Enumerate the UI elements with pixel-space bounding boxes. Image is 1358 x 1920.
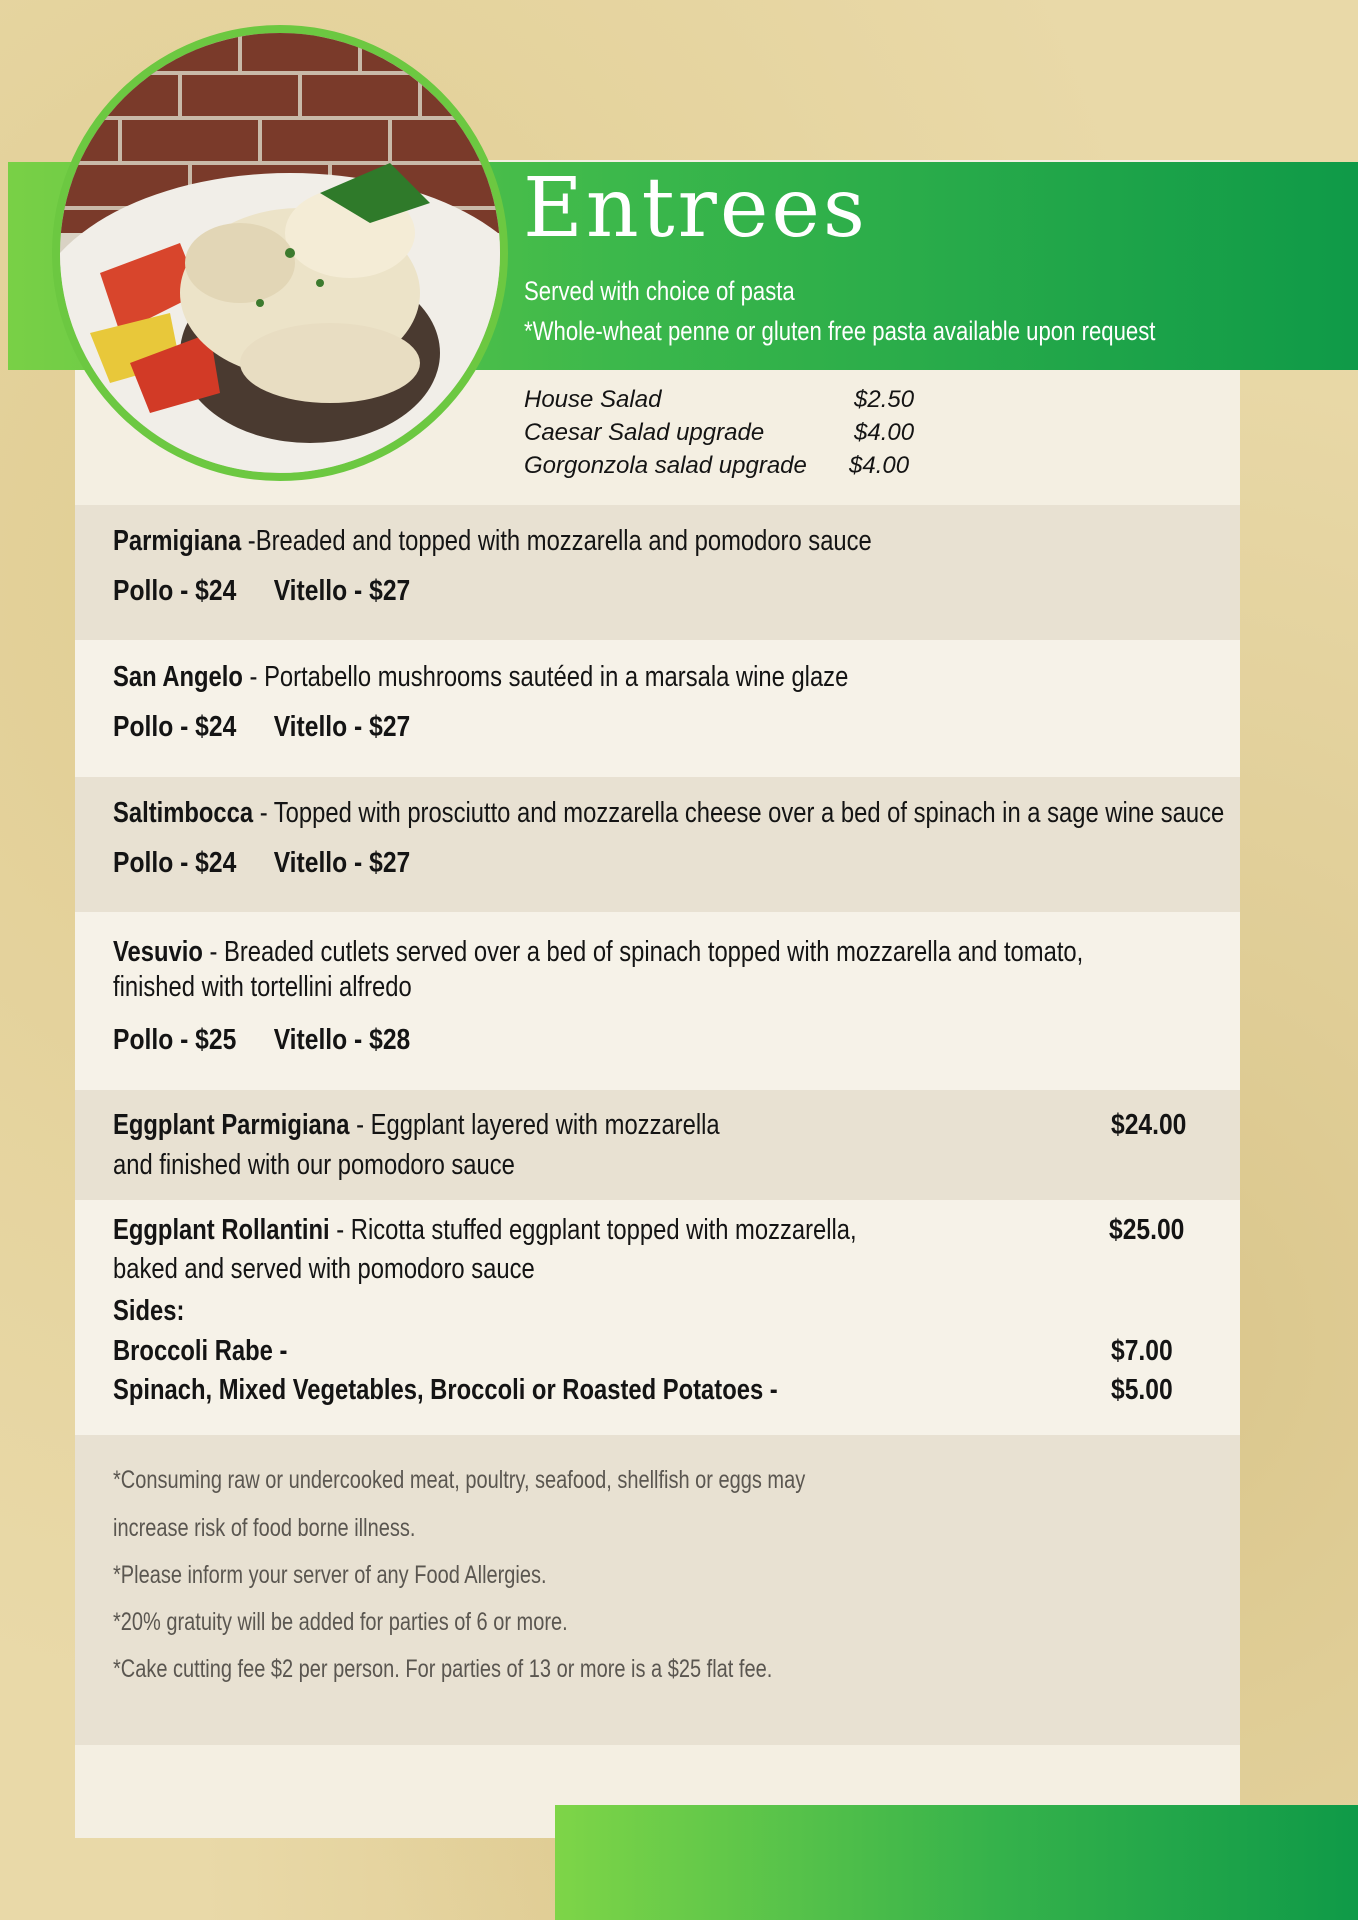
vitello-price: Vitello - $27	[273, 575, 411, 607]
salad-name: Caesar Salad upgrade	[524, 419, 765, 446]
pollo-price: Pollo - $24	[113, 711, 237, 743]
entree-description	[113, 661, 848, 694]
entree-name: Vesuvio	[113, 936, 203, 968]
entree-prices	[113, 711, 410, 744]
entree-prices	[113, 847, 410, 880]
subtitle-pasta: Served with choice of pasta	[524, 276, 795, 306]
note-line: *20% gratuity will be added for parties of 6 or more.	[113, 1608, 568, 1636]
side-item-name: Spinach, Mixed Vegetables, Broccoli or Roasted Potatoes -	[113, 1374, 778, 1406]
entree-price: $24.00	[1111, 1109, 1187, 1141]
note-line: *Consuming raw or undercooked meat, poultry, seafood, shellfish or eggs may	[113, 1466, 806, 1494]
entree-photo	[52, 25, 508, 481]
entree-desc: -Breaded and topped with mozzarella and pomodoro sauce	[241, 525, 872, 557]
entree-desc: - Eggplant layered with mozzarella	[349, 1109, 720, 1141]
note-line: *Please inform your server of any Food Allergies.	[113, 1561, 547, 1589]
salad-options	[524, 383, 944, 482]
note-line: increase risk of food borne illness.	[113, 1514, 416, 1542]
entree-san-angelo	[75, 640, 1240, 777]
salad-name: House Salad	[524, 386, 662, 413]
entree-desc: - Ricotta stuffed eggplant topped with mozzarella,	[329, 1214, 857, 1246]
entree-desc: - Portabello mushrooms sautéed in a marsala wine glaze	[242, 661, 849, 693]
entree-price: $25.00	[1109, 1214, 1185, 1246]
salad-price: $4.00	[854, 419, 915, 446]
footer-band	[555, 1805, 1358, 1920]
vitello-price: Vitello - $27	[273, 711, 411, 743]
entree-parmigiana	[75, 505, 1240, 640]
pollo-price: Pollo - $24	[113, 575, 237, 607]
notes-section	[75, 1435, 1240, 1745]
pollo-price: Pollo - $24	[113, 847, 237, 879]
side-item-name: Broccoli Rabe -	[113, 1335, 288, 1367]
entree-description-cont: and finished with our pomodoro sauce	[113, 1149, 515, 1181]
entree-description	[113, 936, 1083, 969]
entree-eggplant-rollantini	[75, 1200, 1240, 1435]
entree-description	[113, 1109, 720, 1142]
page-title: Entrees	[523, 161, 868, 256]
vitello-price: Vitello - $28	[273, 1024, 411, 1056]
entree-description	[113, 797, 1224, 830]
side-item-price: $5.00	[1111, 1374, 1173, 1406]
entree-name: Eggplant Parmigiana	[113, 1109, 350, 1141]
vitello-price: Vitello - $27	[273, 847, 411, 879]
entree-description	[113, 1214, 857, 1247]
note-line: *Cake cutting fee $2 per person. For parties of 13 or more is a $25 flat fee.	[113, 1655, 773, 1683]
entree-saltimbocca	[75, 777, 1240, 912]
salad-price: $2.50	[854, 386, 915, 413]
entree-name: Parmigiana	[113, 525, 242, 557]
sides-label: Sides:	[113, 1295, 185, 1327]
entree-desc: - Breaded cutlets served over a bed of spinach topped with mozzarella and tomato,	[202, 936, 1084, 968]
entree-vesuvio	[75, 912, 1240, 1090]
salad-row	[524, 383, 944, 416]
salad-row	[524, 416, 944, 449]
entree-description-cont: finished with tortellini alfredo	[113, 971, 412, 1003]
subtitle-pasta-options: *Whole-wheat penne or gluten free pasta available upon request	[524, 316, 1156, 346]
salad-price: $4.00	[849, 452, 910, 479]
pollo-price: Pollo - $25	[113, 1024, 237, 1056]
entree-prices	[113, 575, 410, 608]
entree-description	[113, 525, 872, 558]
entree-name: San Angelo	[113, 661, 243, 693]
entree-desc: - Topped with prosciutto and mozzarella cheese over a bed of spinach in a sage wine sauce	[253, 797, 1225, 829]
side-item-price: $7.00	[1111, 1335, 1173, 1367]
salad-name: Gorgonzola salad upgrade	[524, 452, 807, 479]
entree-description-cont: baked and served with pomodoro sauce	[113, 1253, 535, 1285]
entree-name: Eggplant Rollantini	[113, 1214, 330, 1246]
entree-prices	[113, 1024, 410, 1057]
salad-row	[524, 449, 944, 482]
entree-name: Saltimbocca	[113, 797, 254, 829]
entree-eggplant-parmigiana	[75, 1090, 1240, 1200]
